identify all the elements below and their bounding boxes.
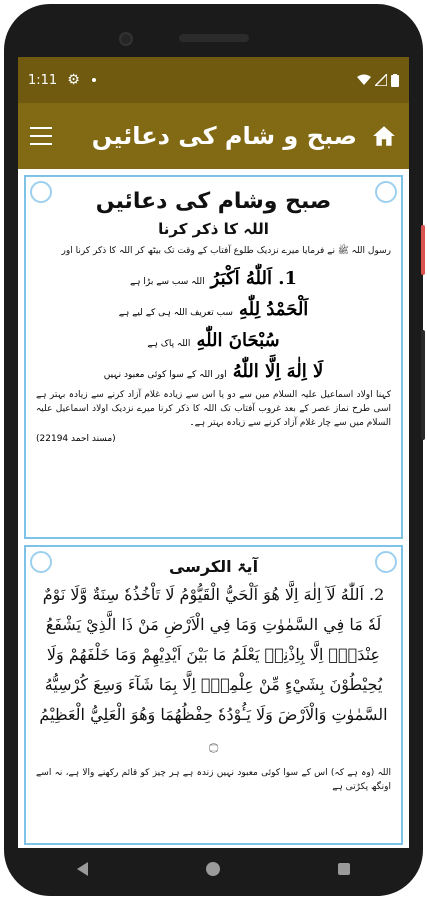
wifi-icon (357, 74, 371, 86)
card-heading: آیۃ الکرسی (168, 557, 259, 576)
card-heading: صبح وشام کی دعائیں (95, 189, 332, 214)
app-bar (18, 103, 409, 169)
status-time: 1:11 (28, 72, 58, 88)
translation-text: اللہ (وہ ہے کہ) اس کے سوا کوئی معبود نہیں زندہ ہے ہر چیز کو قائم رکھنے والا ہے، نہ اسے اونگھ پکڑتی ہے (36, 768, 391, 792)
dhikr-arabic: سُبْحَانَ اللّٰهِ (196, 330, 280, 351)
dua-card-1 (24, 175, 403, 539)
conclusion-text: کہنا اولاد اسماعیل علیہ السلام میں سے دو یا اس سے زیادہ غلام آزاد کرنے سے زیادہ بہتر ہے اسی طرح نماز عصر کے بعد غروب آفتاب تک اللہ کا ذکر کرنا میرے نزدیک اولاد اسماعیل علیہ السلام میں سے چار غلام آزاد کرنے سے زیادہ بہتر ہے۔ (36, 390, 391, 428)
dhikr-translation: اور اللہ کے سوا کوئی معبود نہیں (103, 370, 227, 380)
dhikr-translation: سب تعریف اللہ ہی کے لیے ہے (118, 308, 233, 318)
notification-dot-icon (92, 78, 96, 82)
front-camera (119, 32, 133, 46)
dhikr-line-4 (36, 361, 391, 382)
gear-icon: ⚙ (67, 72, 80, 88)
ayat-text: 2. اَللّٰهُ لَآ اِلٰهَ اِلَّا هُوَ اَلْحَيُّ الْقَيُّوْمُ لَا تَاْخُذُهٗ سِنَةٌ وَّلَا نَوْمٌ لَهٗ مَا فِي السَّمٰوٰتِ وَمَا فِي الْاَرْضِ مَنْ ذَا الَّذِيْ يَشْفَعُ عِنْدَهٗۤ اِلَّا بِاِذْنِهٖ يَعْلَمُ مَا بَيْنَ اَيْدِيْهِمْ وَمَا خَلْفَهُمْ وَلَا يُحِيْطُوْنَ بِشَيْءٍ مِّنْ عِلْمِهٖۤ اِلَّا بِمَا شَآءَ وَسِعَ كُرْسِيُّهُ السَّمٰوٰتِ وَالْاَرْضَ وَلَا يَـُٔوْدُهٗ حِفْظُهُمَا وَهُوَ الْعَلِيُّ الْعَظِيْمُ ۝ (39, 585, 388, 754)
speaker-grille (179, 34, 249, 42)
home-circle-icon[interactable] (206, 862, 220, 876)
hadith-reference: (مسند احمد 22194) (36, 434, 116, 444)
volume-button (421, 330, 425, 440)
menu-icon[interactable] (30, 127, 52, 145)
dhikr-translation: اللہ سب سے بڑا ہے (130, 277, 205, 287)
status-bar (18, 57, 409, 103)
system-nav-bar (18, 848, 409, 890)
card-subheading: اللہ کا ذکر کرنا (158, 220, 269, 238)
dhikr-line-3 (36, 330, 391, 351)
dhikr-line-1 (36, 268, 391, 289)
dhikr-translation: اللہ پاک ہے (147, 339, 191, 349)
screen (18, 57, 409, 848)
content-area[interactable] (18, 169, 409, 848)
recent-apps-icon[interactable] (338, 863, 350, 875)
status-icons (357, 74, 399, 87)
dhikr-arabic: لَا اِلٰهَ اِلَّا اللّٰهُ (232, 361, 324, 382)
page-title: صبح و شام کی دعائیں (91, 122, 357, 150)
signal-icon (375, 74, 387, 86)
battery-icon (391, 74, 399, 87)
back-icon[interactable] (77, 862, 88, 876)
home-icon[interactable] (371, 123, 397, 149)
intro-text: رسول اللہ ﷺ نے فرمایا میرے نزدیک طلوع آفتاب کے وقت تک بیٹھ کر اللہ کا ذکر کرنا اور (61, 246, 391, 256)
dua-card-2 (24, 545, 403, 845)
dhikr-line-2 (36, 299, 391, 320)
dhikr-arabic: 1. اَللّٰهُ اَكْبَرُ (210, 268, 298, 289)
power-button (421, 225, 425, 275)
dhikr-arabic: اَلْحَمْدُ لِلّٰهِ (238, 299, 309, 320)
